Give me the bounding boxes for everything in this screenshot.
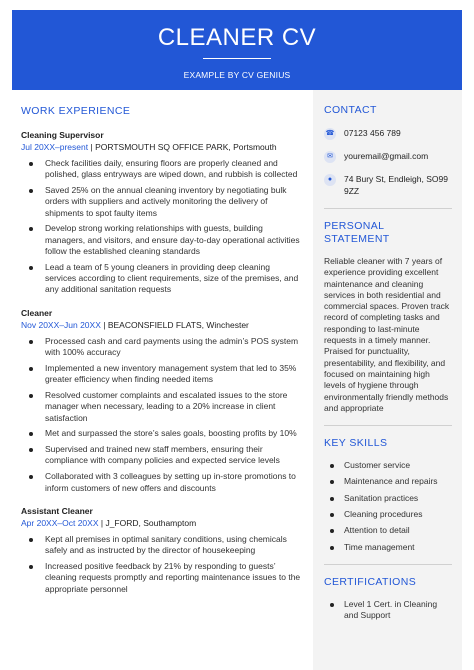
list-item: Supervised and trained new staff members, ensuring their compliance with company policies and expected service levels — [29, 444, 303, 467]
main-column — [21, 100, 303, 607]
job-title: Cleaner — [21, 307, 53, 318]
skills-list — [324, 460, 452, 552]
job-entry — [21, 506, 303, 595]
divider — [324, 564, 452, 565]
separator: | — [90, 142, 96, 152]
job-bullets — [29, 158, 303, 296]
list-item: Processed cash and card payments using the admin’s POS system with 100% accuracy — [29, 336, 303, 359]
job-employer: J_FORD, Southamptom — [105, 517, 197, 528]
list-item: Collaborated with 3 colleagues by setting up in-store promotions to inform customers of new offers and discounts — [29, 471, 303, 494]
job-employer: PORTSMOUTH SQ OFFICE PARK, Portsmouth — [95, 142, 277, 152]
personal-statement-heading: PERSONAL STATEMENT — [324, 220, 390, 245]
job-date: Jul 20XX–present — [21, 142, 89, 152]
list-item: Check facilities daily, ensuring floors are properly cleaned and polished, glass entryways are wiped down, and rubbish is collected — [29, 158, 303, 181]
certifications-list — [324, 599, 452, 621]
sidebar — [313, 90, 462, 670]
list-item: Increased positive feedback by 21% by responding to guests’ cleaning requests promptly and reporting maintenance issues to the appropriate personnel — [29, 561, 303, 595]
list-item: Kept all premises in optimal sanitary conditions, using chemicals safely and as instructed by the director of housekeeping — [29, 534, 303, 557]
certifications-heading: CERTIFICATIONS — [324, 575, 417, 588]
job-entry — [21, 130, 303, 296]
email-address: youremail@gmail.com — [344, 151, 429, 161]
contact-phone — [324, 127, 452, 140]
title-underline — [203, 58, 271, 59]
cv-header — [12, 10, 462, 90]
list-item: Attention to detail — [324, 525, 452, 536]
location-icon: ● — [324, 174, 336, 186]
list-item: Maintenance and repairs — [324, 476, 452, 487]
postal-address: 74 Bury St, Endleigh, SO99 9ZZ — [344, 174, 448, 196]
list-item: Time management — [324, 542, 452, 553]
list-item: Resolved customer complaints and escalated issues to the store manager when necessary, leading to a 20% increase in client satisfaction — [29, 390, 303, 424]
job-meta — [21, 517, 303, 529]
divider — [324, 208, 452, 209]
list-item: Level 1 Cert. in Cleaning and Support — [324, 599, 452, 621]
email-icon: ✉ — [324, 151, 336, 163]
separator: | — [100, 517, 106, 528]
cv-title: CLEANER CV — [157, 24, 317, 51]
contact-email — [324, 150, 452, 163]
job-title: Cleaning Supervisor — [21, 130, 104, 140]
list-item: Lead a team of 5 young cleaners in providing deep cleaning services according to client requirements, size of the premises, and any additional sanitation requests — [29, 262, 303, 296]
contact-address — [324, 173, 452, 197]
list-item: Met and surpassed the store’s sales goals, boosting profits by 10% — [29, 428, 303, 439]
cv-subtitle: EXAMPLE BY CV GENIUS — [183, 70, 291, 80]
job-meta — [21, 141, 303, 153]
job-entry — [21, 308, 303, 494]
job-meta — [21, 319, 303, 331]
separator: | — [103, 319, 108, 330]
job-date: Nov 20XX–Jun 20XX — [21, 319, 101, 330]
divider — [324, 425, 452, 426]
list-item: Cleaning procedures — [324, 509, 452, 520]
list-item: Customer service — [324, 460, 452, 471]
list-item: Saved 25% on the annual cleaning inventory by negotiating bulk orders with suppliers and actively monitoring the delivery of shipments to spot faulty items — [29, 185, 303, 219]
work-experience-heading: WORK EXPERIENCE — [21, 105, 131, 117]
phone-number: 07123 456 789 — [344, 128, 401, 138]
job-bullets — [29, 336, 303, 494]
job-date: Apr 20XX–Oct 20XX — [21, 517, 99, 528]
list-item: Develop strong working relationships with guests, building managers, and visitors, and ensure day-to-day operational activities follow the established cleaning standards — [29, 223, 303, 257]
job-title: Assistant Cleaner — [21, 505, 93, 516]
list-item: Implemented a new inventory management system that led to 35% greater efficiency when finding needed items — [29, 363, 303, 386]
phone-icon: ☎ — [324, 128, 336, 140]
contact-heading: CONTACT — [324, 104, 377, 116]
key-skills-heading: KEY SKILLS — [324, 437, 388, 450]
list-item: Sanitation practices — [324, 493, 452, 504]
job-employer: BEACONSFIELD FLATS, Winchester — [107, 319, 249, 330]
job-bullets — [29, 534, 303, 595]
personal-statement-text: Reliable cleaner with 7 years of experience providing excellent maintenance and cleaning services in both residential and commercial spaces. Proven track record of completing tasks and responding to last-minute requests in a timely manner. Praised for punctuality, presentability, and flexibility, and focused on maintaining high levels of hygiene through environmentally friendly methods and appropriate — [324, 256, 450, 413]
